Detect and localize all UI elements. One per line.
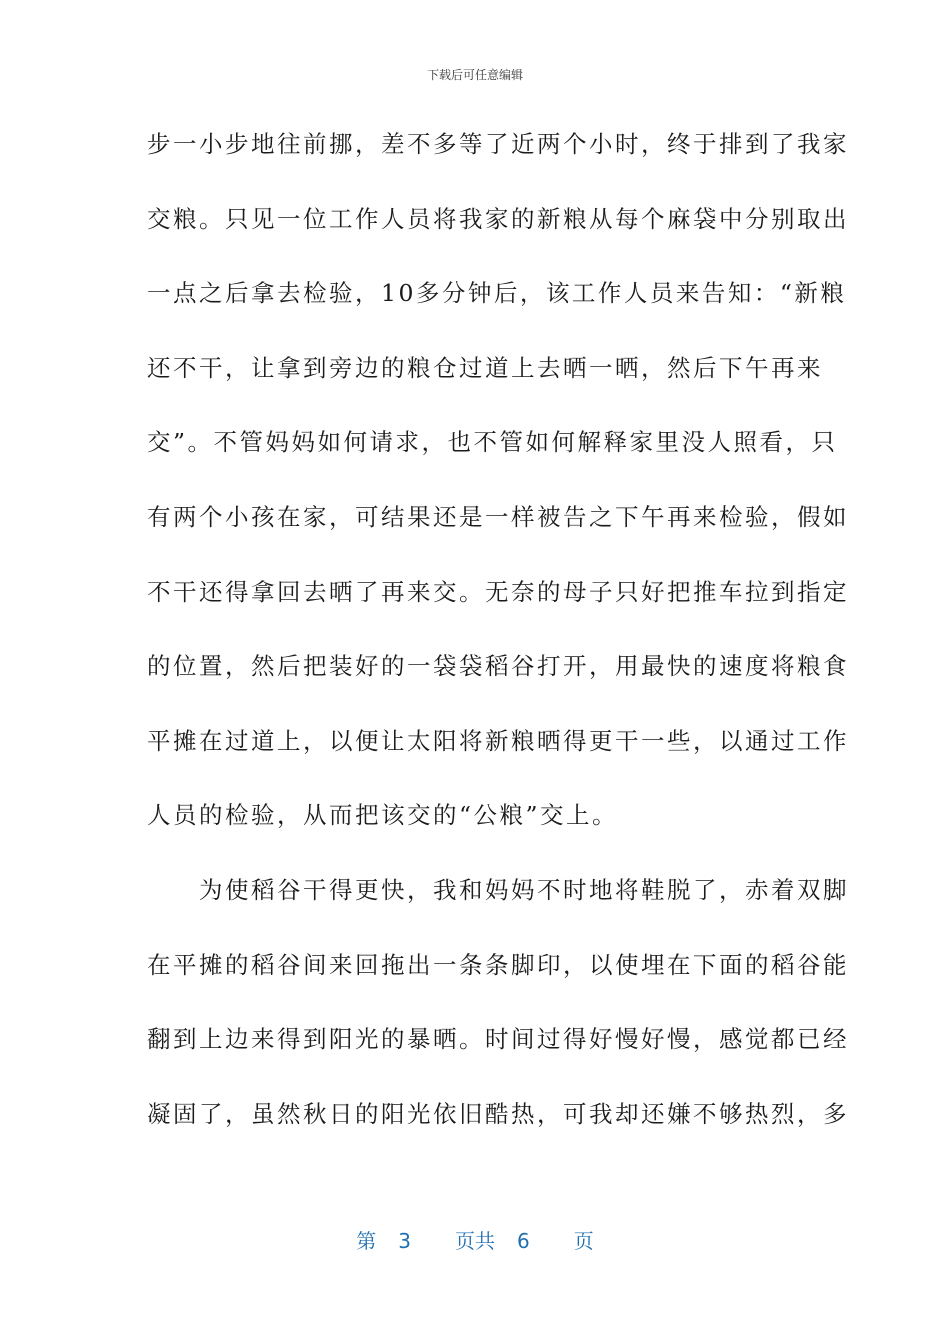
text-line: 为使稻谷干得更快，我和妈妈不时地将鞋脱了，赤着双脚 xyxy=(147,875,849,904)
page-header-note: 下载后可任意编辑 xyxy=(426,68,523,82)
text-line: 有两个小孩在家，可结果还是一样被告之下午再来检验，假如 xyxy=(147,502,849,531)
text-line: 还不干，让拿到旁边的粮仓过道上去晒一晒，然后下午再来 xyxy=(147,353,823,382)
text-line: 翻到上边来得到阳光的暴晒。时间过得好慢好慢，感觉都已经 xyxy=(147,1025,849,1054)
text-line: 在平摊的稻谷间来回拖出一条条脚印，以使埋在下面的稻谷能 xyxy=(147,950,849,979)
page-footer xyxy=(0,1225,950,1254)
body-text xyxy=(147,122,849,1166)
footer-suffix: 页 xyxy=(573,1229,594,1253)
text-line: 步一小步地往前挪，差不多等了近两个小时，终于排到了我家 xyxy=(147,130,849,158)
text-line: 的位置，然后把装好的一袋袋稻谷打开，用最快的速度将粮食 xyxy=(147,652,849,681)
footer-mid: 页共 xyxy=(455,1229,495,1253)
text-line: 不干还得拿回去晒了再来交。无奈的母子只好把推车拉到指定 xyxy=(147,577,849,606)
footer-prefix: 第 xyxy=(356,1229,377,1253)
text-line: 人员的检验，从而把该交的“公粮”交上。 xyxy=(147,801,619,830)
text-line: 平摊在过道上，以便让太阳将新粮晒得更干一些，以通过工作 xyxy=(147,726,849,755)
text-line: 交”。不管妈妈如何请求，也不管如何解释家里没人照看，只 xyxy=(147,428,838,457)
footer-total-pages: 6 xyxy=(517,1229,530,1253)
text-line: 凝固了，虽然秋日的阳光依旧酷热，可我却还嫌不够热烈，多 xyxy=(147,1099,849,1128)
text-line: 交粮。只见一位工作人员将我家的新粮从每个麻袋中分别取出 xyxy=(147,204,849,233)
footer-page-number: 3 xyxy=(398,1229,411,1253)
text-line: 一点之后拿去检验，10多分钟后，该工作人员来告知：“新粮 xyxy=(147,279,847,308)
